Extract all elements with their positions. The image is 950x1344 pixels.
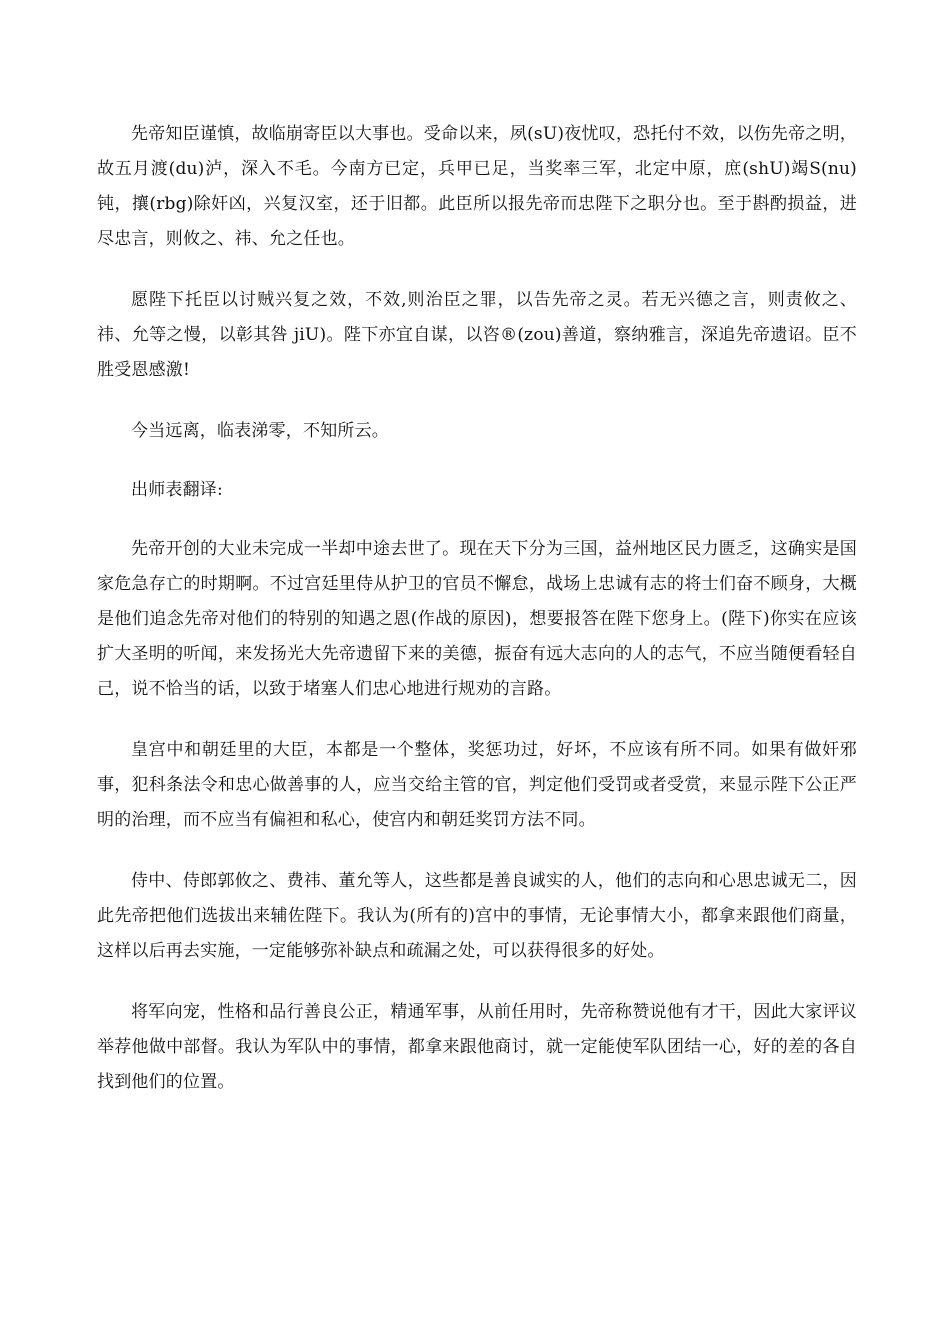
paragraph-5: 先帝开创的大业未完成一半却中途去世了。现在天下分为三国，益州地区民力匮乏，这确实是国家危急存亡的时期啊。不过宫廷里侍从护卫的官员不懈怠，战场上忠诚有志的将士们奋不顾身，大概是他们追念先帝对他们的特别的知遇之恩(作战的原因)，想要报答在陛下您身上。(陛下)你实在应该扩大圣明的听闻，来发扬光大先帝遗留下来的美德，振奋有远大志向的人的志气，不应当随便看轻自己，说不恰当的话，以致于堵塞人们忠心地进行规劝的言路。 bbox=[97, 539, 857, 699]
paragraph-2: 愿陛下托臣以讨贼兴复之效，不效,则治臣之罪，以告先帝之灵。若无兴德之言，则责攸之、祎、允等之慢，以彰其咎 jiU)。陛下亦宜自谋，以咨®(zou)善道，察纳雅言，深追先帝遗诏。臣不胜受恩感激! bbox=[97, 290, 857, 380]
paragraph-8: 将军向宠，性格和品行善良公正，精通军事，从前任用时，先帝称赞说他有才干，因此大家评议举荐他做中部督。我认为军队中的事情，都拿来跟他商讨，就一定能使军队团结一心，好的差的各自找到他们的位置。 bbox=[97, 1002, 857, 1092]
section-heading: 出师表翻译: bbox=[131, 480, 223, 500]
document-body bbox=[97, 117, 857, 1126]
paragraph-1: 先帝知臣谨慎，故临崩寄臣以大事也。受命以来，夙(sU)夜忧叹，恐托付不效，以伤先帝之明，故五月渡(du)泸，深入不毛。今南方已定，兵甲已足，当奖率三军，北定中原，庶(shU)竭S(nu)钝，攘(rbg)除奸凶，兴复汉室，还于旧都。此臣所以报先帝而忠陛下之职分也。至于斟酌损益，进尽忠言，则攸之、祎、允之任也。 bbox=[97, 124, 857, 249]
paragraph-3: 今当远离，临表涕零，不知所云。 bbox=[131, 421, 389, 441]
paragraph-6: 皇宫中和朝廷里的大臣，本都是一个整体，奖惩功过，好坏，不应该有所不同。如果有做奸邪事，犯科条法令和忠心做善事的人，应当交给主管的官，判定他们受罚或者受赏，来显示陛下公正严明的治理，而不应当有偏袒和私心，使宫内和朝廷奖罚方法不同。 bbox=[97, 740, 857, 830]
paragraph-7: 侍中、侍郎郭攸之、费祎、董允等人，这些都是善良诚实的人，他们的志向和心思忠诚无二，因此先帝把他们选拔出来辅佐陛下。我认为(所有的)宫中的事情，无论事情大小，都拿来跟他们商量，这样以后再去实施，一定能够弥补缺点和疏漏之处，可以获得很多的好处。 bbox=[97, 871, 857, 961]
